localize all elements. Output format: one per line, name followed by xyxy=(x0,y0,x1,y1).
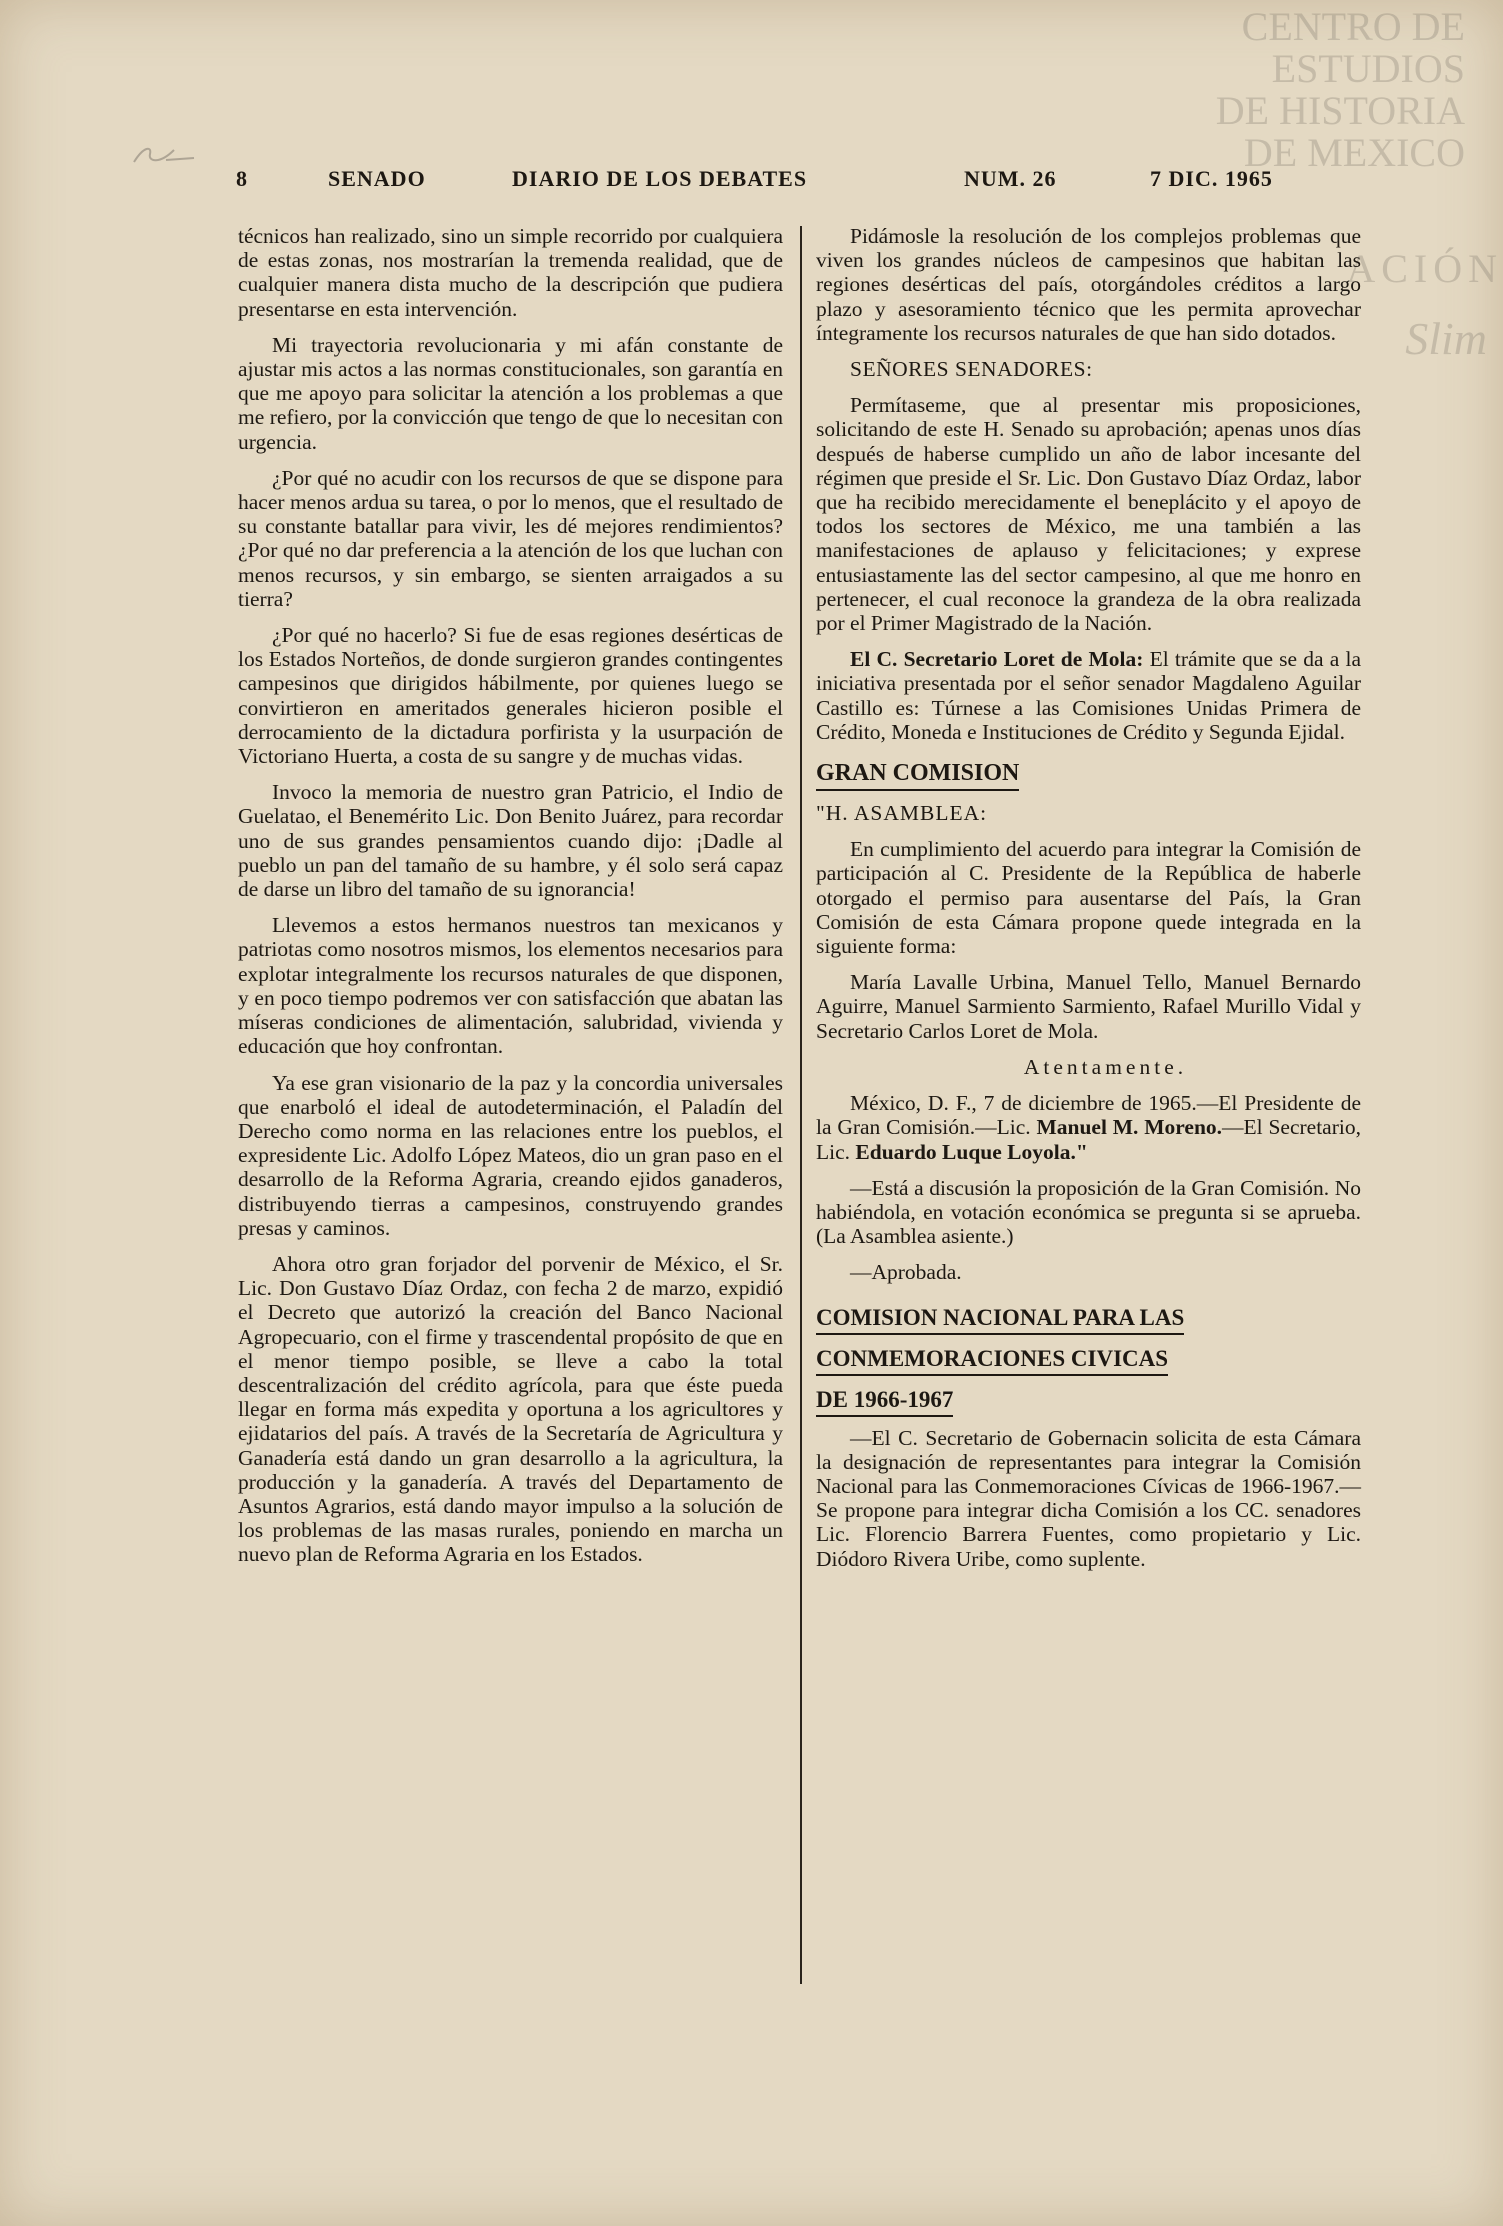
speaker-text: El trámite que se da a la iniciativa presentada por el señor senador Magdaleno Aguilar Castillo es: Túrnese a las Comisiones Unidas Primera de Crédito, Moneda e Instituciones de Crédito y Segunda Ejidal. xyxy=(816,647,1361,744)
section-heading-comision-nacional: COMISION NACIONAL PARA LAS CONMEMORACIONES CIVICAS DE 1966-1967 xyxy=(816,1297,1361,1420)
page-number: 8 xyxy=(236,166,248,191)
issue-date: 7 DIC. 1965 xyxy=(1150,166,1273,191)
signatory-name: Eduardo Luque Loyola." xyxy=(855,1139,1088,1164)
senores-heading: SEÑORES SENADORES: xyxy=(850,357,1093,382)
watermark-line: DE MEXICO xyxy=(1243,130,1465,175)
paragraph: Llevemos a estos hermanos nuestros tan mexicanos y patriotas como nosotros mismos, los elementos necesarios para explotar integralmente los recursos naturales de que disponen, y en poco tiempo podremos ver con satisfacción que abatan las míseras condiciones de alimentación, salubridad, vivienda y educación que hoy confrontan. xyxy=(238,913,783,1059)
publication-title: DIARIO DE LOS DEBATES xyxy=(512,166,808,191)
section-heading-gran-comision: GRAN COMISION xyxy=(816,758,1361,791)
pencil-mark-icon xyxy=(130,140,200,170)
watermark-line: CENTRO DE xyxy=(1241,4,1465,49)
paragraph: —El C. Secretario de Gobernacin solicita de esta Cámara la designación de representantes para integrar la Comisión Nacional para las Conmemoraciones Cívicas de 1966-1967.—Se propone para integrar dicha Comisión a los CC. senadores Lic. Florencio Barrera Fuentes, como propietario y Lic. Diódoro Rivera Uribe, como suplente. xyxy=(816,1425,1361,1571)
paragraph: Mi trayectoria revolucionaria y mi afán constante de ajustar mis actos a las normas constitucionales, son garantía en que me apoyo para solicitar la atención a los problemas a que me refiero, por la convicción que tengo de que lo necesitan con urgencia. xyxy=(238,332,783,454)
paragraph: técnicos han realizado, sino un simple recorrido por cualquiera de estas zonas, nos mostrarían la tremenda realidad, que de cualquier manera dista mucho de la descripción que pudiera presentarse en esta intervención. xyxy=(238,224,783,321)
paragraph xyxy=(816,647,1361,744)
right-column xyxy=(816,224,1361,1984)
watermark-signature: Slim xyxy=(1405,313,1487,364)
paragraph: ¿Por qué no acudir con los recursos de que se dispone para hacer menos ardua su tarea, o por lo menos, que el resultado de su constante batallar para vivir, les dé mejores rendimientos? ¿Por qué no dar preferencia a la atención de los que luchan con menos recursos, y sin embargo, se sienten arraigados a su tierra? xyxy=(238,465,783,611)
archive-watermark xyxy=(1105,6,1465,174)
paragraph: —Está a discusión la proposición de la Gran Comisión. No habiéndola, en votación económica se pregunta si se aprueba. (La Asamblea asiente.) xyxy=(816,1175,1361,1249)
left-column xyxy=(238,224,783,1994)
paragraph: Invoco la memoria de nuestro gran Patricio, el Indio de Guelatao, el Benemérito Lic. Don Benito Juárez, para recordar uno de sus grandes pensamientos cuando dijo: ¡Dadle al pueblo un pan del tamaño de su hambre, y él solo será capaz de darse un libro del tamaño de su ignorancia! xyxy=(238,780,783,902)
paragraph: María Lavalle Urbina, Manuel Tello, Manuel Bernardo Aguirre, Manuel Sarmiento Sarmiento, Rafael Murillo Vidal y Secretario Carlos Loret de Mola. xyxy=(816,970,1361,1043)
paragraph: Ya ese gran visionario de la paz y la concordia universales que enarboló el ideal de autodeterminación, el Paladín del Derecho como norma en las relaciones entre los pueblos, el expresidente Lic. Adolfo López Mateos, dio un gran paso en el desarrollo de la Reforma Agraria, creando ejidos ganaderos, distribuyendo tierras a campesinos, construyendo grandes presas y caminos. xyxy=(238,1070,783,1240)
issue-number: NUM. 26 xyxy=(964,166,1057,191)
watermark-fundacion: ACIÓN xyxy=(1346,246,1503,291)
watermark-line: DE HISTORIA xyxy=(1215,88,1465,133)
chamber-name: SENADO xyxy=(328,166,426,191)
asamblea-salutation: "H. ASAMBLEA: xyxy=(816,801,988,826)
watermark-line: ESTUDIOS xyxy=(1271,46,1465,91)
speaker-name: El C. Secretario Loret de Mola: xyxy=(850,647,1144,672)
paragraph: México, D. F., 7 de diciembre de 1965.—El Presidente de la Gran Comisión.—Lic. Manuel M. Moreno.—El Secretario, Lic. Eduardo Luque Loyola." xyxy=(816,1091,1361,1164)
paragraph: Pidámosle la resolución de los complejos problemas que viven los grandes núcleos de campesinos que habitan las regiones desérticas del país, otorgándoles créditos a largo plazo y asesoramiento técnico que les permita aprovechar íntegramente los recursos naturales de que han sido dotados. xyxy=(816,224,1361,345)
paragraph: ¿Por qué no hacerlo? Si fue de esas regiones desérticas de los Estados Norteños, de donde surgieron grandes contingentes campesinos que dirigidos hábilmente, por quienes luego se convirtieron en ameritados generales hicieron posible el derrocamiento de la dictadura porfirista y la usurpación de Victoriano Huerta, a costa de su sangre y de muchas vidas. xyxy=(238,623,783,769)
paragraph: Ahora otro gran forjador del porvenir de México, el Sr. Lic. Don Gustavo Díaz Ordaz, con fecha 2 de marzo, expidió el Decreto que autorizó la creación del Banco Nacional Agropecuario, con el firme y trascendental propósito de que en el menor tiempo posible, se lleve a cabo la total descentralización del crédito agrícola, para que éste pueda llegar en forma más expedita y oportuna a los agricultores y ejidatarios del país. A través de la Secretaría de Agricultura y Ganadería está dando un gran desarrollo a la agricultura, la producción y la ganadería. A través del Departamento de Asuntos Agrarios, está dando mayor impulso a la solución de los problemas de las masas rurales, poniendo en marcha un nuevo plan de Reforma Agraria en los Estados. xyxy=(238,1251,783,1567)
signatory-name: Manuel M. Moreno. xyxy=(1036,1115,1223,1140)
closing-atentamente: Atentamente. xyxy=(1023,1054,1188,1079)
paragraph: En cumplimiento del acuerdo para integrar la Comisión de participación al C. Presidente de la República de haberle otorgado el permiso para ausentarse del País, la Gran Comisión de esta Cámara propone quede integrada en la siguiente forma: xyxy=(816,837,1361,959)
page-header xyxy=(236,166,1286,196)
column-divider xyxy=(800,226,802,1984)
paragraph: Permítaseme, que al presentar mis proposiciones, solicitando de este H. Senado su aprobación; apenas unos días después de haberse cumplido un año de labor incesante del régimen que preside el Sr. Lic. Don Gustavo Díaz Ordaz, labor que ha recibido merecidamente el beneplácito y el apoyo de todos los sectores de México, me una también a las manifestaciones de aplauso y felicitaciones; y exprese entusiastamente las del sector campesino, al que me honro en pertenecer, el cual reconoce la grandeza de la obra realizada por el Primer Magistrado de la Nación. xyxy=(816,393,1361,636)
paragraph: —Aprobada. xyxy=(850,1260,962,1285)
